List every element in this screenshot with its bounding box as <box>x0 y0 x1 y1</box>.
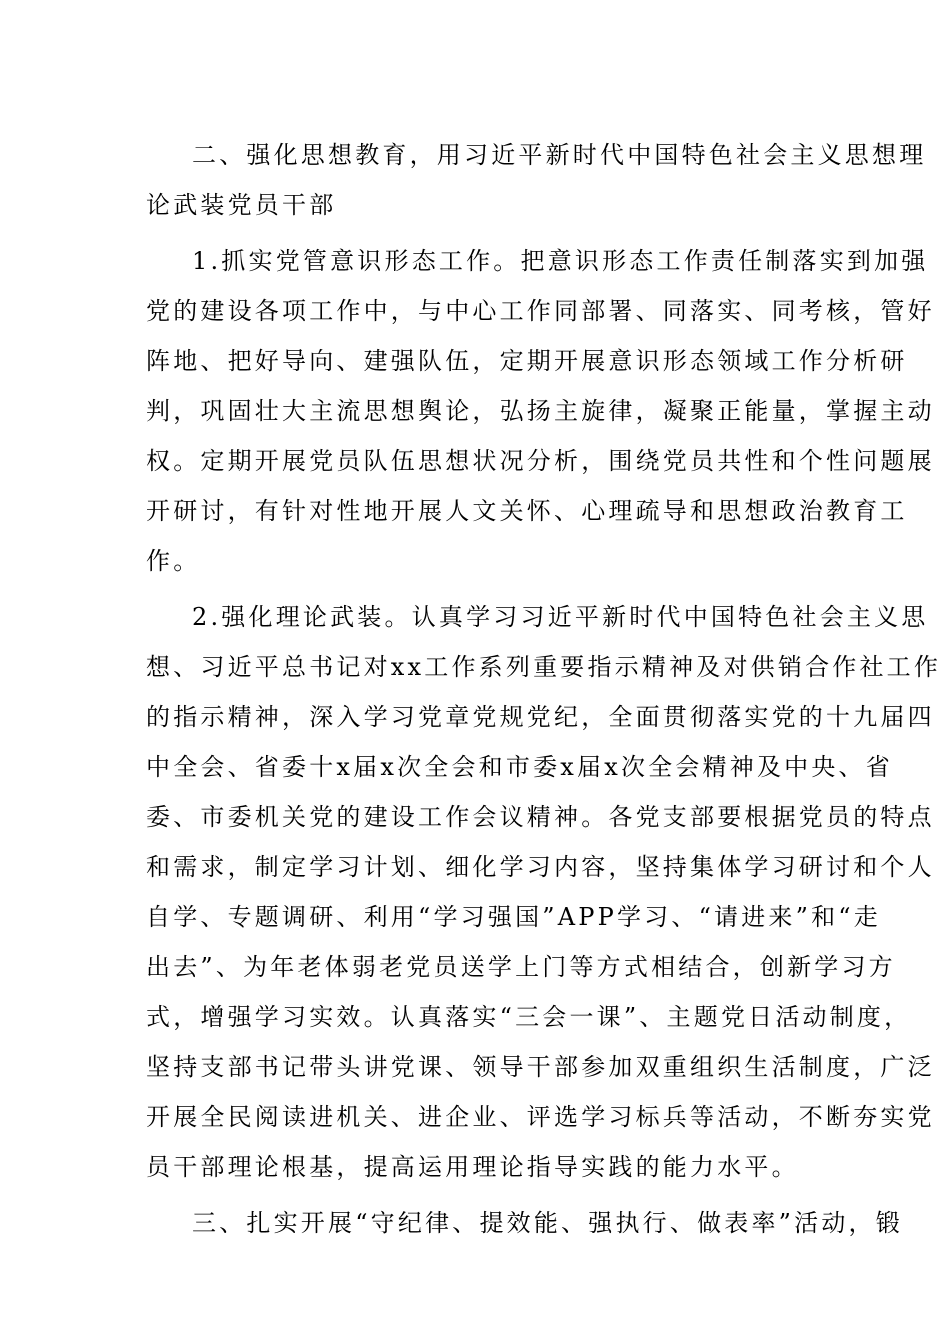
text-line: 的指示精神，深入学习党章党规党纪，全面贯彻落实党的十九届四 <box>146 703 935 731</box>
text-line: 坚持支部书记带头讲党课、领导干部参加双重组织生活制度，广泛 <box>146 1053 935 1081</box>
text-line: 三、扎实开展“守纪律、提效能、强执行、做表率”活动，锻 <box>192 1209 903 1237</box>
text-line: 自学、专题调研、利用“学习强国”APP学习、“请进来”和“走 <box>146 903 881 931</box>
text-line: 员干部理论根基，提高运用理论指导实践的能力水平。 <box>146 1153 799 1181</box>
text-line: 和需求，制定学习计划、细化学习内容，坚持集体学习研讨和个人 <box>146 853 935 881</box>
text-line: 2.强化理论武装。认真学习习近平新时代中国特色社会主义思 <box>192 603 929 631</box>
text-line: 开展全民阅读进机关、进企业、评选学习标兵等活动，不断夯实党 <box>146 1103 935 1131</box>
document-body <box>146 130 942 1248</box>
text-line: 论武装党员干部 <box>146 191 337 219</box>
section-heading-2 <box>146 130 927 230</box>
text-line: 式，增强学习实效。认真落实“三会一课”、主题党日活动制度， <box>146 1003 912 1031</box>
text-line: 阵地、把好导向、建强队伍，定期开展意识形态领域工作分析研 <box>146 347 908 375</box>
text-line: 1.抓实党管意识形态工作。把意识形态工作责任制落实到加强 <box>192 247 929 275</box>
text-line: 出去”、为年老体弱老党员送学上门等方式相结合，创新学习方 <box>146 953 896 981</box>
text-line: 党的建设各项工作中，与中心工作同部署、同落实、同考核，管好 <box>146 297 935 325</box>
section-heading-3 <box>146 1198 903 1248</box>
text-line: 二、强化思想教育，用习近平新时代中国特色社会主义思想理 <box>192 141 927 169</box>
paragraph-item-1 <box>146 236 935 586</box>
text-line: 中全会、省委十x届x次全会和市委x届x次全会精神及中央、省 <box>146 753 893 781</box>
text-line: 委、市委机关党的建设工作会议精神。各党支部要根据党员的特点 <box>146 803 935 831</box>
paragraph-item-2 <box>146 592 942 1192</box>
text-line: 想、习近平总书记对xx工作系列重要指示精神及对供销合作社工作 <box>146 653 942 681</box>
text-line: 权。定期开展党员队伍思想状况分析，围绕党员共性和个性问题展 <box>146 447 935 475</box>
text-line: 开研讨，有针对性地开展人文关怀、心理疏导和思想政治教育工 <box>146 497 908 525</box>
text-line: 判，巩固壮大主流思想舆论，弘扬主旋律，凝聚正能量，掌握主动 <box>146 397 935 425</box>
text-line: 作。 <box>146 547 201 575</box>
